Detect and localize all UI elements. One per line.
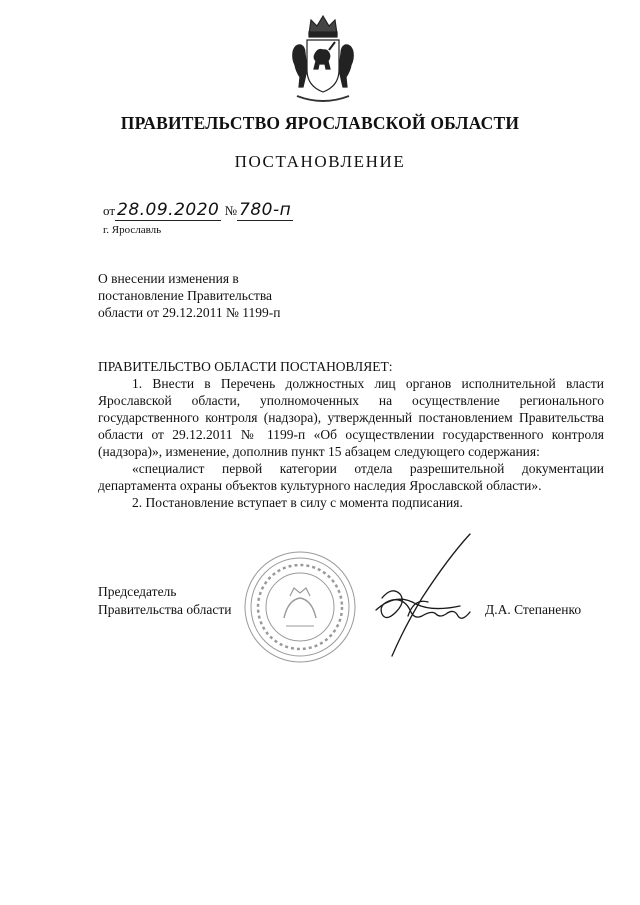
handwritten-signature-icon bbox=[352, 528, 492, 668]
body-paragraph: «специалист первой категории отдела разрешительной документации департамента охраны объектов культурного наследия Ярославской области». bbox=[98, 461, 604, 493]
date-prefix: от bbox=[103, 203, 116, 218]
number-prefix: № bbox=[224, 203, 238, 218]
official-seal-icon bbox=[240, 548, 360, 666]
handwritten-date: 28.09.2020 bbox=[117, 200, 220, 220]
coat-of-arms-icon bbox=[287, 12, 359, 106]
subject-line: области от 29.12.2011 № 1199-п bbox=[98, 305, 281, 320]
subject-line: О внесении изменения в bbox=[98, 271, 239, 286]
government-title: ПРАВИТЕЛЬСТВО ЯРОСЛАВСКОЙ ОБЛАСТИ bbox=[120, 113, 520, 133]
body-paragraph: 2. Постановление вступает в силу с момента подписания. bbox=[132, 495, 463, 510]
city-label: г. Ярославль bbox=[103, 224, 162, 236]
signer-name: Д.А. Степаненко bbox=[485, 602, 582, 617]
signer-position bbox=[98, 583, 231, 619]
handwritten-number: 780-п bbox=[239, 200, 292, 220]
body-paragraph: 1. Внести в Перечень должностных лиц органов исполнительной власти Ярославской области, уполномоченных на осуществление регионального государственного контроля (надзора), утвержденный постановлением Правительства области от 29.12.2011 № 1199-п «Об осуществлении государственного контроля (надзора)», изменение, дополнив пункт 15 абзацем следующего содержания: bbox=[98, 376, 604, 459]
position-line: Председатель bbox=[98, 584, 177, 599]
decree-body bbox=[98, 358, 604, 511]
date-number-row bbox=[103, 200, 293, 220]
decree-heading: ПРАВИТЕЛЬСТВО ОБЛАСТИ ПОСТАНОВЛЯЕТ: bbox=[98, 359, 393, 374]
document-type: ПОСТАНОВЛЕНИЕ bbox=[234, 152, 406, 171]
position-line: Правительства области bbox=[98, 602, 232, 617]
decree-subject bbox=[98, 270, 338, 321]
subject-line: постановление Правительства bbox=[98, 288, 273, 303]
